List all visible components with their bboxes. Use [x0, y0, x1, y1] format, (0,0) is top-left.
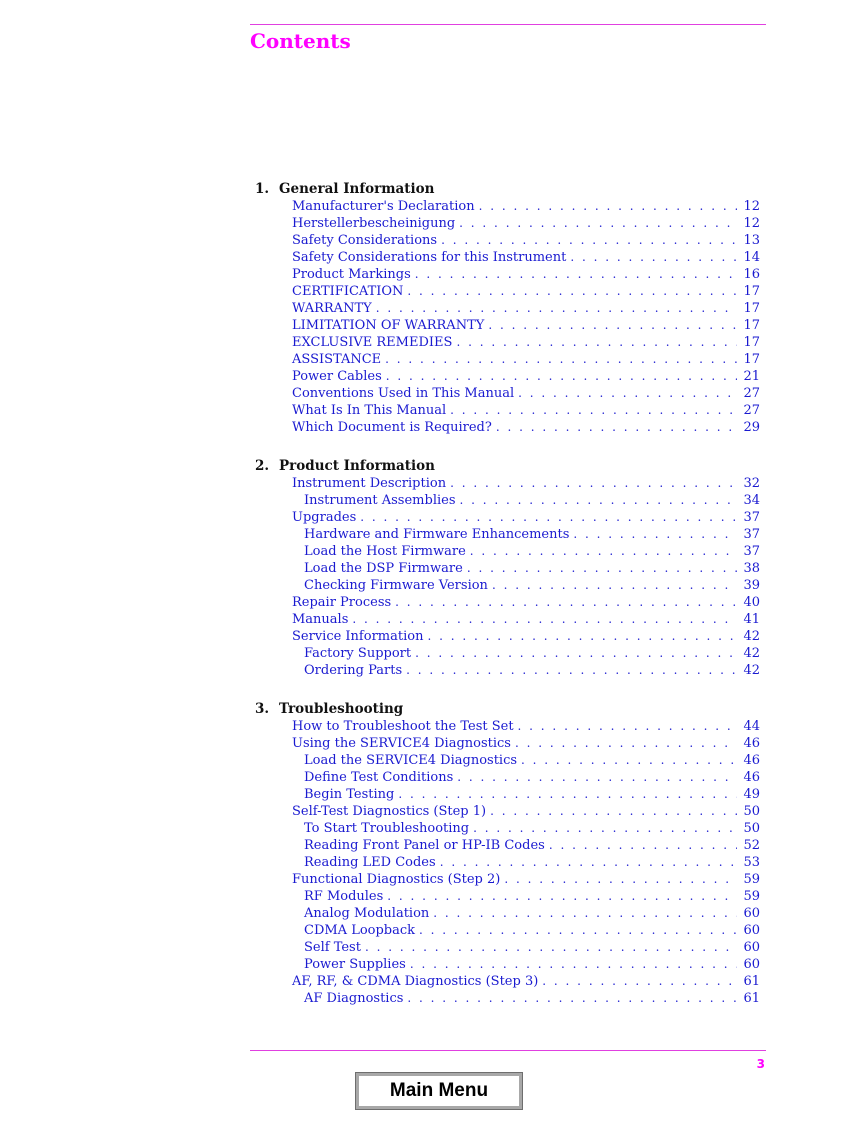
toc-chapter	[255, 701, 760, 1007]
dot-leader	[398, 786, 737, 803]
toc-entry-page: 21	[743, 369, 760, 384]
toc-entry-page: 50	[743, 804, 760, 819]
toc-entry-label: CDMA Loopback	[304, 923, 416, 938]
toc-entry-page: 50	[743, 821, 760, 836]
toc-entry-page: 39	[743, 578, 760, 593]
dot-leader	[415, 266, 738, 283]
chapter-number: 2.	[255, 458, 270, 474]
toc-entry-link[interactable]	[255, 300, 760, 317]
toc-entry-page: 42	[743, 629, 760, 644]
toc-entry-page: 27	[743, 403, 760, 418]
toc-entry-page: 42	[743, 646, 760, 661]
toc-entry-link[interactable]	[255, 905, 760, 922]
toc-entry-link[interactable]	[255, 973, 760, 990]
toc-entry-label: AF Diagnostics	[304, 991, 404, 1006]
toc-entry-link[interactable]	[255, 475, 760, 492]
toc-entry-link[interactable]	[255, 803, 760, 820]
dot-leader	[470, 543, 738, 560]
toc-entry-page: 14	[743, 250, 760, 265]
dot-leader	[410, 956, 738, 973]
toc-entry-page: 17	[743, 301, 760, 316]
dot-leader	[365, 939, 738, 956]
chapter-title: Troubleshooting	[279, 701, 404, 717]
toc-entry-page: 46	[743, 770, 760, 785]
toc-entry-link[interactable]	[255, 543, 760, 560]
toc-entry-link[interactable]	[255, 526, 760, 543]
toc-entry-label: Upgrades	[292, 510, 357, 525]
toc-entry-link[interactable]	[255, 577, 760, 594]
dot-leader	[415, 645, 737, 662]
toc-entry-page: 42	[743, 663, 760, 678]
dot-leader	[570, 249, 737, 266]
dot-leader	[573, 526, 737, 543]
toc-entry-link[interactable]	[255, 317, 760, 334]
toc-entry-label: Analog Modulation	[304, 906, 430, 921]
dot-leader	[385, 351, 737, 368]
toc-entry-link[interactable]	[255, 786, 760, 803]
toc-entry-page: 37	[743, 544, 760, 559]
dot-leader	[549, 837, 738, 854]
toc-entry-label: Factory Support	[304, 646, 412, 661]
toc-entry-link[interactable]	[255, 769, 760, 786]
toc-entry-page: 32	[743, 476, 760, 491]
dot-leader	[542, 973, 737, 990]
toc-entry-link[interactable]	[255, 249, 760, 266]
chapter-title: General Information	[279, 181, 435, 197]
toc-entry-link[interactable]	[255, 718, 760, 735]
toc-entry-link[interactable]	[255, 662, 760, 679]
toc-entry-page: 44	[743, 719, 760, 734]
toc-entry-label: Herstellerbescheinigung	[292, 216, 456, 231]
page-number: 3	[756, 1057, 765, 1071]
toc-entry-page: 60	[743, 940, 760, 955]
toc-entry-label: EXCLUSIVE REMEDIES	[292, 335, 453, 350]
dot-leader	[407, 283, 737, 300]
dot-leader	[441, 232, 737, 249]
chapter-title: Product Information	[279, 458, 435, 474]
toc-entry-link[interactable]	[255, 956, 760, 973]
toc-entry-link[interactable]	[255, 628, 760, 645]
dot-leader	[504, 871, 737, 888]
dot-leader	[407, 990, 737, 1007]
toc-entry-link[interactable]	[255, 854, 760, 871]
toc-entry-label: ASSISTANCE	[292, 352, 382, 367]
dot-leader	[490, 803, 737, 820]
dot-leader	[518, 385, 737, 402]
toc-entry-page: 61	[743, 991, 760, 1006]
toc-entry-link[interactable]	[255, 990, 760, 1007]
toc-entry-label: What Is In This Manual	[292, 403, 447, 418]
dot-leader	[479, 198, 738, 215]
toc-entry-link[interactable]	[255, 888, 760, 905]
toc-entry-page: 17	[743, 335, 760, 350]
toc-entry-page: 13	[743, 233, 760, 248]
dot-leader	[521, 752, 737, 769]
toc-entry-label: Power Cables	[292, 369, 382, 384]
toc-entry-link[interactable]	[255, 198, 760, 215]
toc-entry-label: Repair Process	[292, 595, 392, 610]
dot-leader	[460, 492, 738, 509]
toc-entry-label: Load the SERVICE4 Diagnostics	[304, 753, 518, 768]
toc-entry-link[interactable]	[255, 266, 760, 283]
toc-entry-page: 27	[743, 386, 760, 401]
dot-leader	[459, 215, 737, 232]
toc-entry-link[interactable]	[255, 820, 760, 837]
toc-chapter	[255, 181, 760, 436]
toc-entry-label: To Start Troubleshooting	[304, 821, 470, 836]
dot-leader	[440, 854, 738, 871]
toc-entry-page: 59	[743, 889, 760, 904]
toc-entry-link[interactable]	[255, 215, 760, 232]
toc-entry-page: 37	[743, 510, 760, 525]
dot-leader	[518, 718, 738, 735]
toc-entry-page: 60	[743, 923, 760, 938]
toc-entry-page: 16	[743, 267, 760, 282]
toc-entry-page: 46	[743, 736, 760, 751]
toc-entry-label: Ordering Parts	[304, 663, 403, 678]
toc-entry-label: Instrument Description	[292, 476, 447, 491]
toc-entry-page: 38	[743, 561, 760, 576]
toc-entry-label: Begin Testing	[304, 787, 395, 802]
toc-entry-page: 17	[743, 318, 760, 333]
top-rule	[250, 24, 766, 25]
toc-entry-link[interactable]	[255, 232, 760, 249]
dot-leader	[515, 735, 737, 752]
toc-entry-link[interactable]	[255, 509, 760, 526]
toc-entry-page: 49	[743, 787, 760, 802]
toc-entry-link[interactable]	[255, 368, 760, 385]
toc-entry-link[interactable]	[255, 351, 760, 368]
chapter-heading[interactable]	[255, 701, 760, 718]
toc-entry-label: Reading LED Codes	[304, 855, 436, 870]
toc-entry-link[interactable]	[255, 611, 760, 628]
toc-entry-label: Manufacturer's Declaration	[292, 199, 475, 214]
toc-entry-label: Safety Considerations for this Instrument	[292, 250, 567, 265]
toc-entry-page: 12	[743, 216, 760, 231]
toc-entry-link[interactable]	[255, 560, 760, 577]
toc-entry-label: Define Test Conditions	[304, 770, 454, 785]
dot-leader	[473, 820, 737, 837]
dot-leader	[395, 594, 737, 611]
dot-leader	[433, 905, 737, 922]
toc-entry-link[interactable]	[255, 594, 760, 611]
dot-leader	[352, 611, 737, 628]
toc-entry-label: Load the Host Firmware	[304, 544, 466, 559]
dot-leader	[387, 888, 737, 905]
toc-entry-label: Load the DSP Firmware	[304, 561, 463, 576]
dot-leader	[360, 509, 737, 526]
main-menu-button[interactable]: Main Menu	[356, 1073, 522, 1109]
toc-entry-page: 12	[743, 199, 760, 214]
toc-entry-link[interactable]	[255, 837, 760, 854]
toc-entry-page: 17	[743, 284, 760, 299]
toc-entry-page: 34	[743, 493, 760, 508]
toc-entry-link[interactable]	[255, 871, 760, 888]
toc-entry-label: Power Supplies	[304, 957, 406, 972]
toc-entry-page: 61	[743, 974, 760, 989]
toc-entry-page: 41	[743, 612, 760, 627]
toc-entry-label: Self-Test Diagnostics (Step 1)	[292, 804, 487, 819]
dot-leader	[457, 769, 737, 786]
dot-leader	[496, 419, 738, 436]
dot-leader	[386, 368, 738, 385]
dot-leader	[467, 560, 738, 577]
toc-entry-label: Which Document is Required?	[292, 420, 492, 435]
dot-leader	[419, 922, 737, 939]
toc-entry-label: WARRANTY	[292, 301, 372, 316]
toc-entry-label: Safety Considerations	[292, 233, 438, 248]
chapter-heading[interactable]	[255, 181, 760, 198]
dot-leader	[450, 475, 737, 492]
toc-entry-link[interactable]	[255, 385, 760, 402]
toc-entry-link[interactable]	[255, 402, 760, 419]
chapter-number: 3.	[255, 701, 270, 717]
dot-leader	[492, 577, 738, 594]
toc-entry-label: Functional Diagnostics (Step 2)	[292, 872, 501, 887]
toc-entry-link[interactable]	[255, 735, 760, 752]
toc-entry-label: Instrument Assemblies	[304, 493, 456, 508]
toc-entry-label: RF Modules	[304, 889, 384, 904]
toc-entry-label: Product Markings	[292, 267, 411, 282]
toc-entry-label: Using the SERVICE4 Diagnostics	[292, 736, 511, 751]
toc-entry-page: 60	[743, 957, 760, 972]
dot-leader	[450, 402, 737, 419]
toc-entry-page: 29	[743, 420, 760, 435]
page-title: Contents	[250, 29, 351, 53]
toc-entry-page: 52	[743, 838, 760, 853]
dot-leader	[488, 317, 737, 334]
toc-entry-label: Conventions Used in This Manual	[292, 386, 515, 401]
toc-entry-link[interactable]	[255, 939, 760, 956]
table-of-contents	[255, 181, 760, 1029]
toc-entry-label: How to Troubleshoot the Test Set	[292, 719, 514, 734]
toc-entry-page: 59	[743, 872, 760, 887]
dot-leader	[456, 334, 737, 351]
toc-entry-label: Service Information	[292, 629, 424, 644]
toc-entry-label: Checking Firmware Version	[304, 578, 488, 593]
toc-entry-page: 53	[743, 855, 760, 870]
toc-entry-link[interactable]	[255, 922, 760, 939]
bottom-rule	[250, 1050, 766, 1051]
toc-entry-page: 40	[743, 595, 760, 610]
toc-entry-label: LIMITATION OF WARRANTY	[292, 318, 485, 333]
toc-entry-page: 46	[743, 753, 760, 768]
toc-entry-label: Manuals	[292, 612, 349, 627]
toc-entry-label: AF, RF, & CDMA Diagnostics (Step 3)	[292, 974, 539, 989]
toc-entry-link[interactable]	[255, 419, 760, 436]
dot-leader	[376, 300, 738, 317]
toc-entry-page: 37	[743, 527, 760, 542]
toc-entry-page: 17	[743, 352, 760, 367]
chapter-heading[interactable]	[255, 458, 760, 475]
toc-entry-link[interactable]	[255, 752, 760, 769]
chapter-number: 1.	[255, 181, 270, 197]
toc-entry-label: Reading Front Panel or HP-IB Codes	[304, 838, 545, 853]
toc-entry-link[interactable]	[255, 283, 760, 300]
toc-entry-label: Hardware and Firmware Enhancements	[304, 527, 570, 542]
dot-leader	[427, 628, 737, 645]
dot-leader	[406, 662, 737, 679]
toc-entry-link[interactable]	[255, 334, 760, 351]
toc-chapter	[255, 458, 760, 679]
toc-entry-page: 60	[743, 906, 760, 921]
toc-entry-label: Self Test	[304, 940, 361, 955]
toc-entry-label: CERTIFICATION	[292, 284, 404, 299]
toc-entry-link[interactable]	[255, 645, 760, 662]
toc-entry-link[interactable]	[255, 492, 760, 509]
